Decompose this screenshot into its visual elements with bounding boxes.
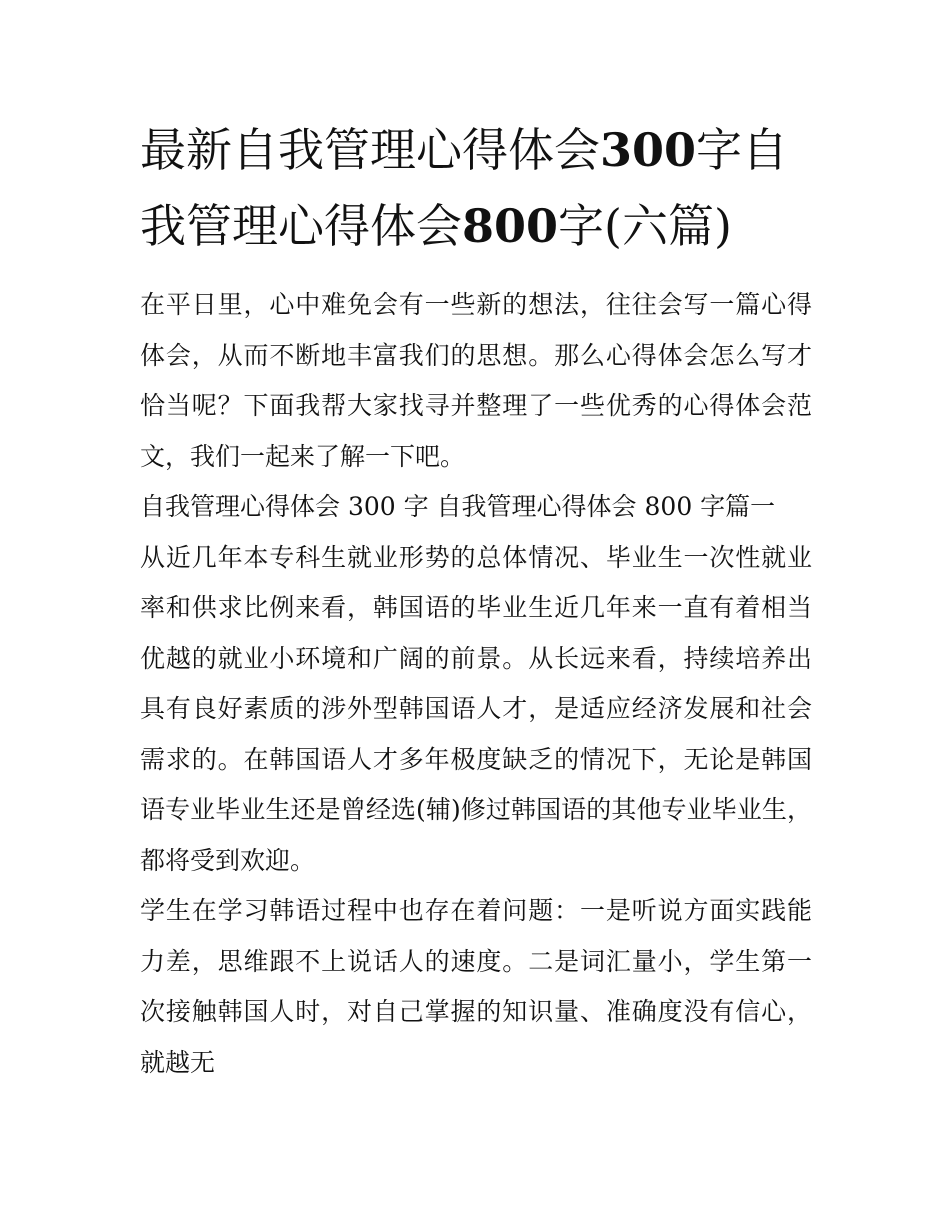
document-content <box>140 112 812 1088</box>
title-part: 最新自我管理心得体会 <box>140 123 600 177</box>
title-part: 字自我管理心得体会 <box>140 123 789 253</box>
intro-paragraph: 在平日里，心中难免会有一些新的想法，往往会写一篇心得体会，从而不断地丰富我们的思想。那么心得体会怎么写才恰当呢？下面我帮大家找寻并整理了一些优秀的心得体会范文，我们一起来了解一下吧。 <box>140 290 812 471</box>
section-heading: 自我管理心得体会 300 字 自我管理心得体会 800 字篇一 <box>140 492 776 521</box>
document-title <box>140 112 812 264</box>
title-number: 800 <box>462 199 559 253</box>
title-part: 字(六篇) <box>558 199 732 253</box>
body-paragraph: 从近几年本专科生就业形势的总体情况、毕业生一次性就业率和供求比例来看，韩国语的毕业生近几年来一直有着相当优越的就业小环境和广阔的前景。从长远来看，持续培养出具有良好素质的涉外型韩国语人才，是适应经济发展和社会需求的。在韩国语人才多年极度缺乏的情况下，无论是韩国语专业毕业生还是曾经选(辅)修过韩国语的其他专业毕业生，都将受到欢迎。 <box>140 542 812 875</box>
title-number: 300 <box>600 123 697 177</box>
body-paragraph: 学生在学习韩语过程中也存在着问题：一是听说方面实践能力差，思维跟不上说话人的速度。二是词汇量小，学生第一次接触韩国人时，对自己掌握的知识量、准确度没有信心，就越无 <box>140 896 812 1077</box>
